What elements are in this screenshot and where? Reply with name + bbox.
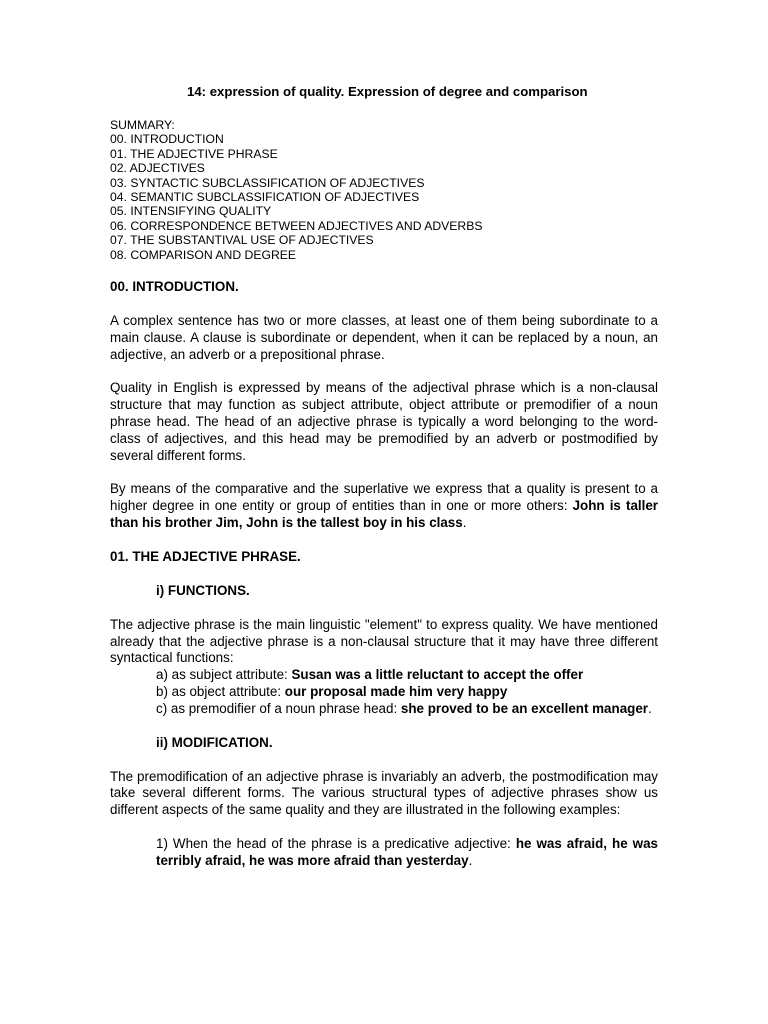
- punctuation: .: [462, 515, 467, 531]
- punctuation: .: [468, 852, 473, 868]
- summary-item: 00. INTRODUCTION: [110, 132, 224, 147]
- example-text: John is taller than his brother Jim, John is the tallest boy in his class: [110, 498, 658, 531]
- functions-paragraph: The adjective phrase is the main linguistic "element" to express quality. We have mentioned already that the adjective phrase is a non-clausal structure that it may have three different syntactical functions:: [110, 616, 658, 666]
- subheading-functions: i) FUNCTIONS.: [156, 582, 250, 598]
- example-text: she proved to be an excellent manager: [400, 700, 648, 716]
- function-item-a: [156, 667, 658, 684]
- document-title: 14: expression of quality. Expression of degree and comparison: [187, 84, 588, 99]
- example-text: he was afraid, he was terribly afraid, he was more afraid than yesterday: [156, 836, 658, 868]
- summary-item: 05. INTENSIFYING QUALITY: [110, 204, 272, 219]
- function-item-b: [156, 684, 658, 701]
- function-item-c: [156, 701, 658, 718]
- item-label: b) as object attribute:: [156, 684, 285, 700]
- subheading-modification: ii) MODIFICATION.: [156, 734, 273, 750]
- summary-item: 03. SYNTACTIC SUBCLASSIFICATION OF ADJECTIVES: [110, 175, 425, 190]
- modification-paragraph: The premodification of an adjective phrase is invariably an adverb, the postmodification may take several different forms. The various structural types of adjective phrases show us different aspects of the same quality and they are illustrated in the following examples:: [110, 768, 658, 818]
- summary-item: 02. ADJECTIVES: [110, 161, 205, 176]
- section-heading-introduction: 00. INTRODUCTION.: [110, 279, 239, 295]
- intro-paragraph-1: A complex sentence has two or more classes, at least one of them being subordinate to a main clause. A clause is subordinate or dependent, when it can be replaced by a noun, an adjective, an adverb or a prepositional phrase.: [110, 313, 658, 362]
- summary-item: 07. THE SUBSTANTIVAL USE OF ADJECTIVES: [110, 233, 374, 248]
- modification-example-1: [156, 836, 658, 870]
- example-text: our proposal made him very happy: [284, 684, 508, 700]
- summary-item: 06. CORRESPONDENCE BETWEEN ADJECTIVES AND ADVERBS: [110, 218, 483, 233]
- punctuation: .: [647, 700, 652, 716]
- summary-list: [110, 118, 658, 262]
- summary-item: 08. COMPARISON AND DEGREE: [110, 247, 297, 262]
- summary-item: 04. SEMANTIC SUBCLASSIFICATION OF ADJECTIVES: [110, 190, 420, 205]
- item-label: a) as subject attribute:: [156, 667, 292, 683]
- intro-paragraph-2: Quality in English is expressed by means of the adjectival phrase which is a non-clausal structure that may function as subject attribute, object attribute or premodifier of a noun phrase head. The head of an adjective phrase is typically a word belonging to the word-class of adjectives, and this head may be premodified by an adverb or postmodified by several different forms.: [110, 380, 658, 463]
- summary-item: 01. THE ADJECTIVE PHRASE: [110, 146, 278, 161]
- item-label: c) as premodifier of a noun phrase head:: [156, 700, 401, 716]
- intro-paragraph-3: [110, 481, 658, 531]
- paragraph-text: By means of the comparative and the superlative we express that a quality is present to a higher degree in one entity or group of entities than in one or more others:: [110, 481, 658, 514]
- section-heading-adjective-phrase: 01. THE ADJECTIVE PHRASE.: [110, 548, 301, 564]
- summary-heading: SUMMARY:: [110, 118, 175, 132]
- example-text: Susan was a little reluctant to accept the offer: [291, 667, 584, 683]
- item-label: 1) When the head of the phrase is a predicative adjective:: [156, 836, 516, 851]
